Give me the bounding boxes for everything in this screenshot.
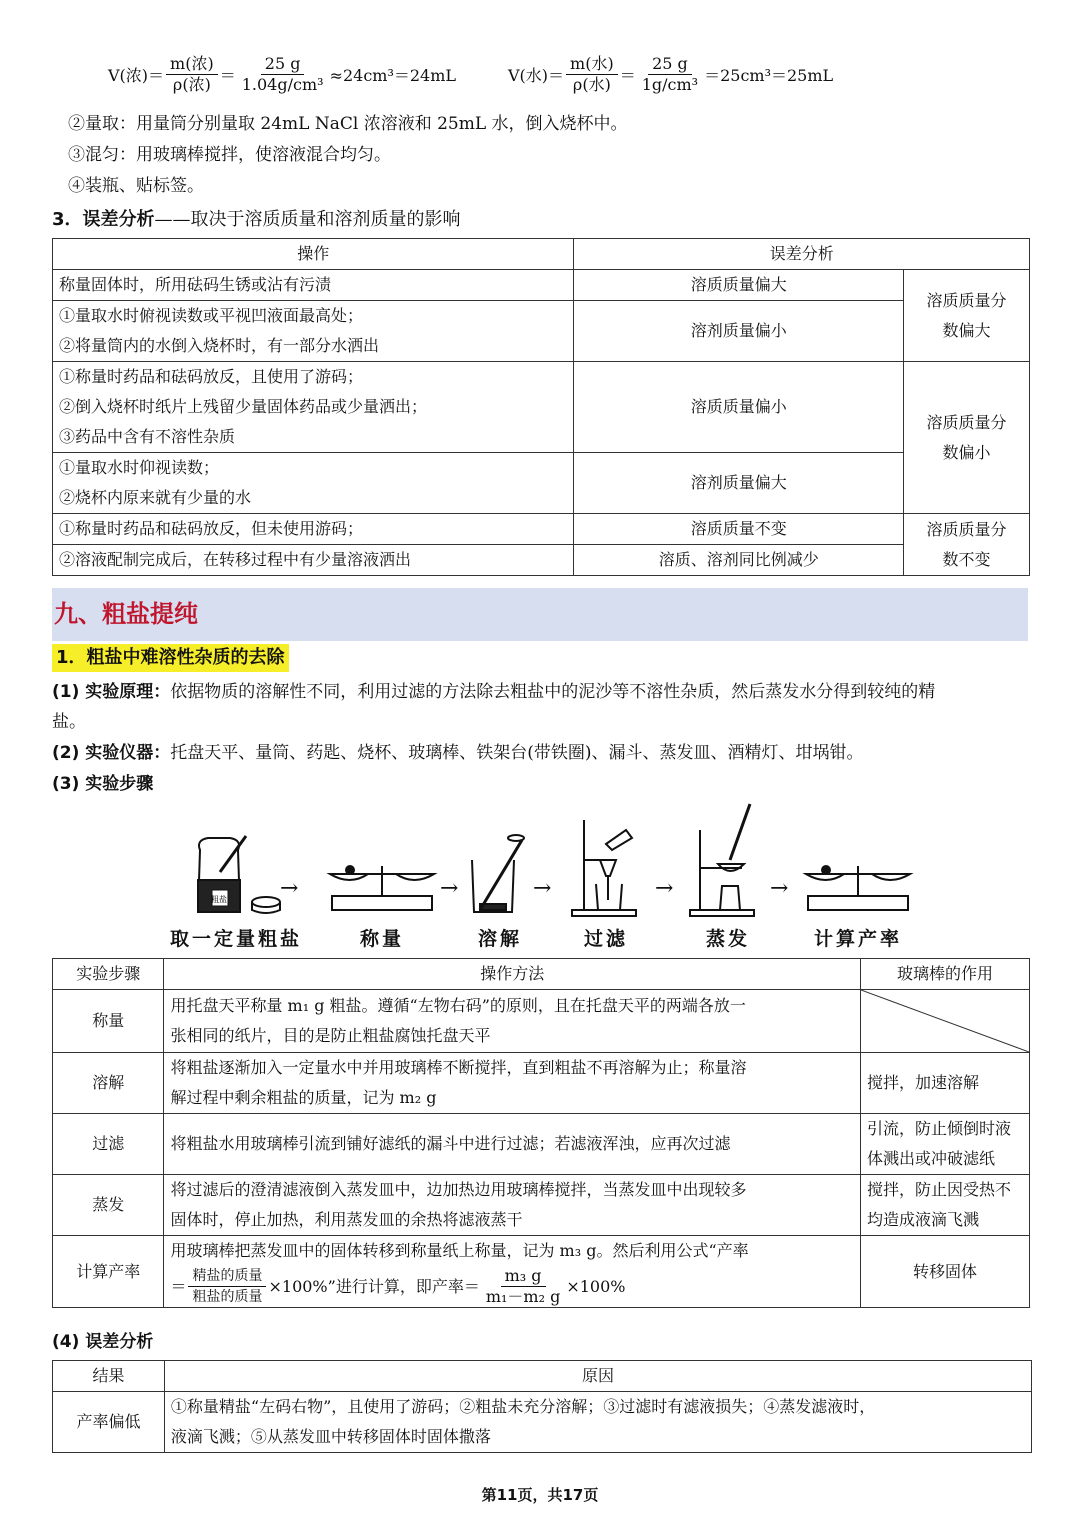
fraction-numerator: m(浓) — [166, 54, 218, 75]
method-cell — [164, 1175, 861, 1236]
fraction — [566, 54, 618, 95]
cell-line: ①称量精盐“左码右物”，且使用了游码；②粗盐未充分溶解；③过滤时有滤液损失；④蒸发滤液时， — [170, 1397, 876, 1416]
header-cell: 误差分析 — [574, 239, 1030, 270]
fraction-numerator: m(水) — [566, 54, 618, 75]
method-cell — [164, 1236, 861, 1308]
table-row — [53, 1236, 1030, 1308]
header-cell: 原因 — [164, 1361, 1031, 1392]
cell-line: 称量固体时，所用砝码生锈或沾有污渍 — [59, 275, 332, 294]
jar-label: 粗盐 — [211, 895, 227, 904]
result-cell: 溶质质量偏大 — [574, 270, 904, 301]
paragraph-text: 托盘天平、量筒、药匙、烧杯、玻璃棒、铁架台(带铁圈)、漏斗、蒸发皿、酒精灯、坩埚钳。 — [170, 743, 864, 763]
result-table — [52, 1360, 1032, 1453]
cell-line: 将粗盐水用玻璃棒引流到铺好滤纸的漏斗中进行过滤；若滤液浑浊，应再次过滤 — [170, 1134, 731, 1153]
method-cell — [164, 1053, 861, 1114]
cell-line: ②倒入烧杯时纸片上残留少量固体药品或少量洒出； — [59, 397, 428, 416]
cell-line: ①称量时药品和砝码放反，且使用了游码； — [59, 367, 364, 386]
operation-cell — [53, 301, 574, 362]
table-header-row — [53, 1361, 1032, 1392]
cell-line: 用托盘天平称量 m₁ g 粗盐。遵循“左物右码”的原则，且在托盘天平的两端各放一 — [170, 996, 746, 1015]
formula-text: ×100%”进行计算，即产率＝ — [268, 1276, 480, 1296]
cell-line: 引流，防止倾倒时液 — [866, 1119, 1011, 1138]
group-cell — [904, 270, 1030, 362]
table-row — [53, 514, 1030, 545]
cell-line: 均造成液滴飞溅 — [866, 1210, 979, 1229]
principle-paragraph-cont: 盐。 — [52, 712, 86, 732]
result-cell: 溶剂质量偏小 — [574, 301, 904, 362]
subsection-1-title: 1．粗盐中难溶性杂质的去除 — [52, 644, 289, 672]
section-9-title: 九、粗盐提纯 — [54, 600, 198, 628]
table-row — [53, 301, 1030, 362]
operation-cell — [53, 362, 574, 453]
fraction-denominator: 1.04g/cm³ — [241, 75, 324, 94]
step-mix-text: ③混匀：用玻璃棒搅拌，使溶液混合均匀。 — [68, 145, 391, 165]
rod-cell — [860, 1053, 1029, 1114]
cell-line: 溶质质量分 — [926, 412, 1007, 432]
arrow-icon: → — [533, 876, 552, 901]
diagram-label: 称量 — [360, 928, 405, 950]
cell-line: ①称量时药品和砝码放反，但未使用游码； — [59, 519, 364, 538]
step-cell: 计算产率 — [53, 1236, 164, 1308]
cell-line: 转移固体 — [912, 1261, 977, 1281]
result-cell: 溶质质量不变 — [574, 514, 904, 545]
formula-text: ≈24cm³＝24mL — [329, 66, 457, 85]
group-cell — [904, 362, 1030, 514]
method-cell — [164, 990, 861, 1053]
cell-line: 搅拌，加速溶解 — [866, 1073, 979, 1092]
rod-cell-empty — [860, 990, 1029, 1053]
cell-line: ②烧杯内原来就有少量的水 — [59, 488, 252, 507]
cell-line: 将粗盐逐渐加入一定量水中并用玻璃棒不断搅拌，直到粗盐不再溶解为止；称量溶 — [170, 1058, 747, 1077]
table-row — [53, 1175, 1030, 1236]
header-cell: 实验步骤 — [53, 959, 164, 990]
formula-text: V(水)＝ — [508, 66, 565, 85]
step-cell: 称量 — [53, 990, 164, 1053]
section-3-heading — [52, 205, 461, 231]
diagram-label: 过滤 — [584, 928, 629, 950]
formula-concentrated — [108, 54, 456, 95]
experiment-diagram — [160, 800, 920, 920]
paragraph-text: 依据物质的溶解性不同，利用过滤的方法除去粗盐中的泥沙等不溶性杂质，然后蒸发水分得到较纯的精 — [170, 682, 936, 702]
fraction — [238, 54, 328, 95]
cell-line: 液滴飞溅；⑤从蒸发皿中转移固体时固体撒落 — [170, 1427, 491, 1446]
cell-line: 数偏大 — [942, 320, 991, 340]
diagonal-slash — [861, 990, 1029, 1052]
operation-cell — [53, 514, 574, 545]
operation-cell — [53, 545, 574, 576]
cell-line: 数偏小 — [942, 442, 991, 462]
formula-water — [508, 54, 833, 95]
cell-line: 溶质质量分 — [926, 519, 1007, 539]
section-banner — [52, 588, 1028, 641]
formula-text: ×100% — [566, 1276, 626, 1296]
fraction-denominator: 粗盐的质量 — [192, 1289, 263, 1305]
table-row — [53, 270, 1030, 301]
formula-text: V(浓)＝ — [108, 66, 165, 85]
balance-illustration — [330, 866, 434, 910]
step-cell: 蒸发 — [53, 1175, 164, 1236]
fraction-numerator: 25 g — [261, 54, 305, 75]
fraction-denominator: ρ(浓) — [172, 75, 211, 94]
diagram-label: 取一定量粗盐 — [170, 928, 303, 950]
table-row — [53, 1053, 1030, 1114]
table-header-row — [53, 239, 1030, 270]
cell-line: 将过滤后的澄清滤液倒入蒸发皿中，边加热边用玻璃棒搅拌，当蒸发皿中出现较多 — [170, 1180, 747, 1199]
error-analysis-heading: (4) 误差分析 — [52, 1332, 154, 1352]
filter-stand-illustration — [572, 820, 636, 916]
balance-illustration-2 — [806, 866, 910, 910]
page-footer: 第11页，共17页 — [481, 1486, 599, 1504]
rod-cell — [860, 1175, 1029, 1236]
fraction-denominator: ρ(水) — [572, 75, 611, 94]
paragraph-label: (2) 实验仪器： — [52, 743, 171, 763]
fraction-denominator: m₁－m₂ g — [485, 1287, 561, 1306]
group-cell — [904, 514, 1030, 576]
formula-text: ＝ — [170, 1276, 187, 1296]
section-heading-text: 3．误差分析 — [52, 209, 155, 230]
rod-cell — [860, 1114, 1029, 1175]
apparatus-paragraph — [52, 741, 864, 765]
section-heading-note: ——取决于溶质质量和溶剂质量的影响 — [154, 209, 461, 230]
procedure-table — [52, 958, 1030, 1308]
table-row — [53, 1114, 1030, 1175]
diagram-label: 蒸发 — [706, 928, 751, 950]
operation-cell — [53, 270, 574, 301]
arrow-icon: → — [655, 876, 674, 901]
arrow-icon: → — [440, 876, 459, 901]
result-cell: 溶质质量偏小 — [574, 362, 904, 453]
cell-line: 用玻璃棒把蒸发皿中的固体转移到称量纸上称量，记为 m₃ g。然后利用公式“产率 — [170, 1241, 749, 1260]
cell-line: ③药品中含有不溶性杂质 — [59, 427, 236, 446]
header-cell: 操作 — [53, 239, 574, 270]
fraction-denominator: 1g/cm³ — [641, 75, 699, 94]
fraction-numerator: 精盐的质量 — [188, 1266, 266, 1287]
paragraph-label: (1) 实验原理： — [52, 682, 171, 702]
fraction — [638, 54, 702, 95]
header-cell: 玻璃棒的作用 — [860, 959, 1029, 990]
fraction-numerator: m₃ g — [501, 1266, 546, 1287]
evaporation-illustration — [690, 804, 754, 916]
cell-line: ①量取水时俯视读数或平视凹液面最高处； — [59, 306, 364, 325]
procedure-heading: (3) 实验步骤 — [52, 774, 154, 794]
table-row — [53, 990, 1030, 1053]
header-cell: 操作方法 — [164, 959, 861, 990]
table-row — [53, 545, 1030, 576]
diagram-label: 溶解 — [478, 928, 523, 950]
header-cell: 结果 — [53, 1361, 165, 1392]
result-cell: 溶剂质量偏大 — [574, 453, 904, 514]
rod-cell — [860, 1236, 1029, 1308]
table-row — [53, 1392, 1032, 1453]
cell-line: ②将量筒内的水倒入烧杯时，有一部分水洒出 — [59, 336, 380, 355]
cell-line: ②溶液配制完成后，在转移过程中有少量溶液洒出 — [59, 550, 412, 569]
cell-line: ①量取水时仰视读数； — [59, 458, 220, 477]
step-cell: 溶解 — [53, 1053, 164, 1114]
table-row — [53, 362, 1030, 453]
table-row — [53, 453, 1030, 514]
step-bottle-text: ④装瓶、贴标签。 — [68, 176, 204, 196]
arrow-icon: → — [280, 876, 299, 901]
fraction — [166, 54, 218, 95]
cell-line: 张相同的纸片，目的是防止粗盐腐蚀托盘天平 — [170, 1026, 491, 1045]
step-cell: 过滤 — [53, 1114, 164, 1175]
cell-line: 固体时，停止加热，利用蒸发皿的余热将滤液蒸干 — [170, 1210, 523, 1229]
operation-cell — [53, 453, 574, 514]
cell-line: 解过程中剩余粗盐的质量，记为 m₂ g — [170, 1088, 437, 1107]
error-analysis-table — [52, 238, 1030, 576]
beaker-illustration — [472, 835, 524, 912]
method-cell — [164, 1114, 861, 1175]
step-measure-text: ②量取：用量筒分别量取 24mL NaCl 浓溶液和 25mL 水，倒入烧杯中。 — [68, 114, 628, 134]
reason-cell — [164, 1392, 1031, 1453]
cell-line: 体溅出或冲破滤纸 — [866, 1149, 995, 1168]
principle-paragraph — [52, 680, 935, 704]
formula-text: ＝25cm³＝25mL — [704, 66, 834, 85]
result-cell: 溶质、溶剂同比例减少 — [574, 545, 904, 576]
formula-text: ＝ — [619, 66, 636, 85]
table-header-row — [53, 959, 1030, 990]
diagram-label: 计算产率 — [814, 928, 903, 950]
yield-formula — [170, 1266, 854, 1307]
result-cell: 产率偏低 — [53, 1392, 165, 1453]
cell-line: 数不变 — [942, 549, 991, 569]
fraction — [482, 1266, 565, 1307]
formula-text: ＝ — [219, 66, 236, 85]
fraction-numerator: 25 g — [648, 54, 692, 75]
fraction — [188, 1266, 266, 1307]
cell-line: 溶质质量分 — [926, 290, 1007, 310]
arrow-icon: → — [770, 876, 789, 901]
cell-line: 搅拌，防止因受热不 — [866, 1180, 1011, 1199]
